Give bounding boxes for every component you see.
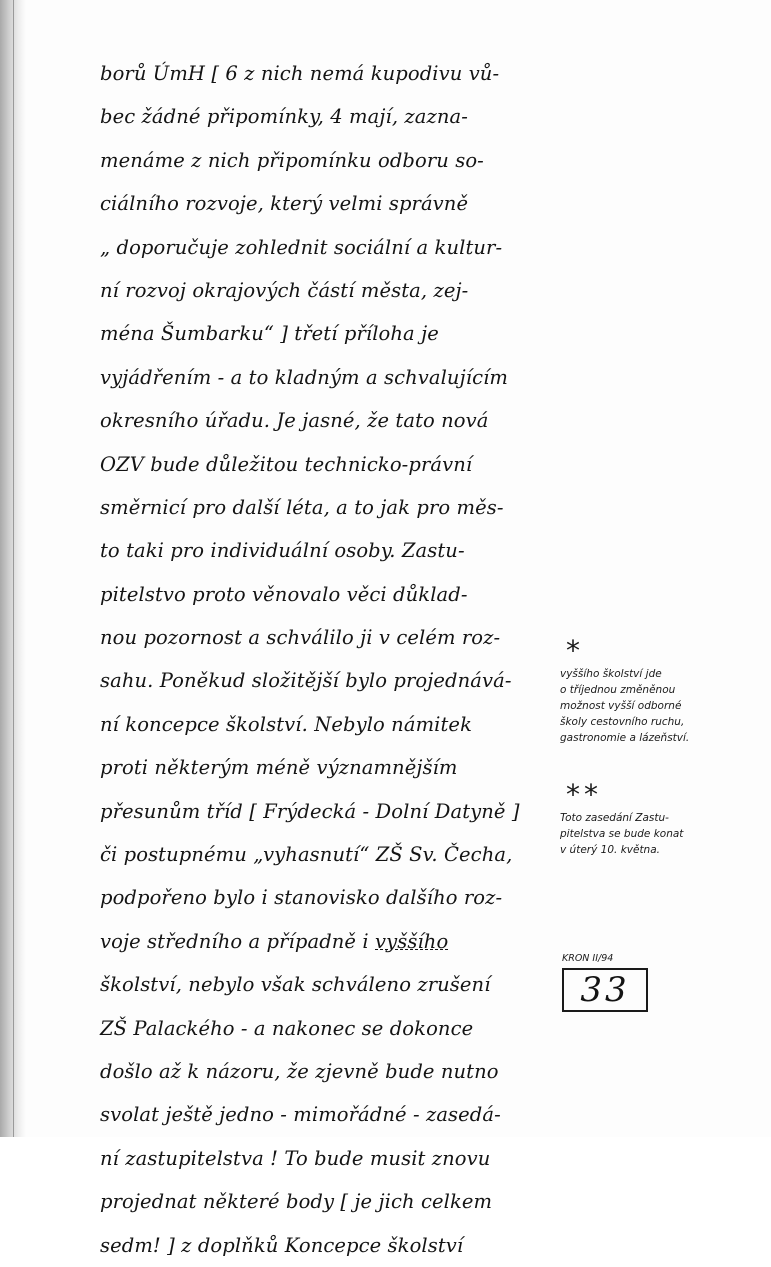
footnote-line: školy cestovního ruchu, [560,716,685,728]
text-line: směrnicí pro další léta, a to jak pro měs- [100,495,504,519]
page-number: 33 [562,968,648,1012]
text-line: proti některým méně významnějším [100,756,458,780]
text-line: ní rozvoj okrajových částí města, zej- [100,278,469,302]
text-line: pitelstvo proto věnovalo věci důklad- [100,582,468,606]
text-line: ZŠ Palackého - a nakonec se dokonce [100,1016,474,1040]
footnote-single-asterisk [560,636,770,746]
text-line: podpořeno bylo i stanovisko dalšího roz- [100,886,503,910]
footnote-double-asterisk [560,780,770,858]
text-line: sahu. Poněkud složitější bylo projednává- [100,669,512,693]
asterisk-mark: * [566,634,584,667]
footnote-line: o tříjednou změněnou [560,684,676,696]
text-fragment: voje středního a případně i [100,929,376,953]
double-asterisk-mark: ** [566,778,602,811]
text-line: sedm! ] z doplňků Koncepce školství [100,1233,464,1257]
text-line: okresního úřadu. Je jasné, že tato nová [100,409,489,433]
footnote-line: možnost vyšší odborné [560,700,682,712]
footnote-line: gastronomie a lázeňství. [560,732,690,744]
text-line: to taki pro individuální osoby. Zastu- [100,539,465,563]
page-footer [562,952,658,1012]
text-line: ména Šumbarku“ ] třetí příloha je [100,322,439,346]
footnote-line: Toto zasedání Zastu- [560,812,669,824]
text-line: či postupnému „vyhasnutí“ ZŠ Sv. Čecha, [100,843,513,867]
text-line: OZV bude důležitou technicko-právní [100,452,473,476]
text-line: vyjádřením - a to kladným a schvalujícím [100,365,509,389]
text-line [100,920,560,963]
text-line: přesunům tříd [ Frýdecká - Dolní Datyně ] [100,799,520,823]
text-line: projednat některé body [ je jich celkem [100,1190,493,1214]
footnote-line: v úterý 10. května. [560,844,660,856]
text-line: školství, nebylo však schváleno zrušení [100,973,491,997]
text-line: svolat ještě jedno - mimořádné - zasedá- [100,1103,501,1127]
text-line: ciálního rozvoje, který velmi správně [100,192,469,216]
text-line: došlo až k názoru, že zjevně bude nutno [100,1059,499,1083]
footnote-line: vyššího školství jde [560,668,662,680]
text-line: ní zastupitelstva ! To bude musit znovu [100,1146,491,1170]
underlined-word: vyššího [375,929,449,953]
text-line: nou pozornost a schválilo ji v celém roz- [100,626,501,650]
text-line: ní koncepce školství. Nebylo námitek [100,712,472,736]
text-line: menáme z nich připomínku odboru so- [100,148,484,172]
handwritten-body-text [100,52,560,1267]
text-line: borů ÚmH [ 6 z nich nemá kupodivu vů- [100,62,500,85]
text-line: bec žádné připomínky, 4 mají, zazna- [100,105,468,129]
chronicle-signature: KRON II/94 [562,953,614,964]
text-line: „ doporučuje zohlednit sociální a kultur- [100,235,503,259]
footnote-line: pitelstva se bude konat [560,828,684,840]
book-binding-edge [13,0,14,1137]
